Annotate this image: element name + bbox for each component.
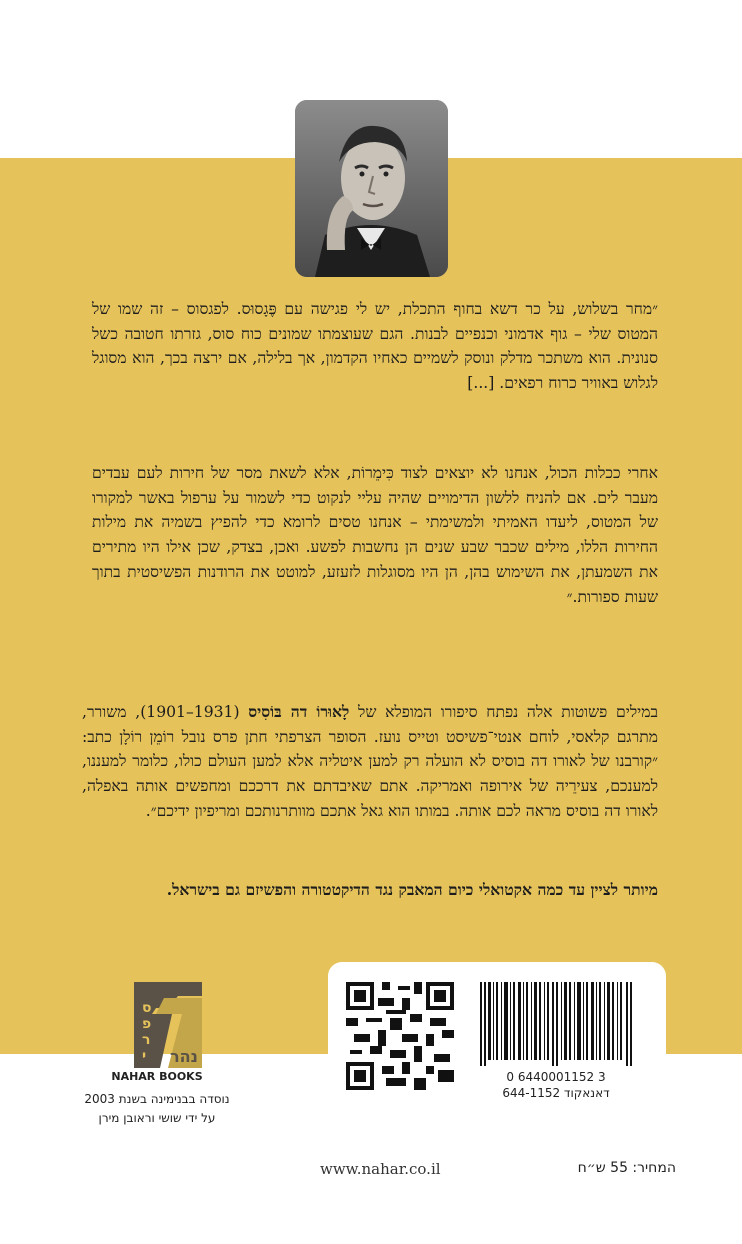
barcode-card [328, 962, 666, 1130]
svg-text:פ: פ [142, 1016, 152, 1032]
author-name: לָאוּרוֹ דה בּוֹסִיס [248, 702, 350, 721]
quote-paragraph-2: אחרי ככלות הכול, אנחנו לא יוצאים לצוד כִּימֵרוֹת, אלא לשאת מסר של חירות לעם עבדים מעבר לים. אם להניח ללשון הדימויים שהיה עליי לנקוט כדי לשמור על ערפול באשר למקורו של המטוס, ליעדו האמיתי ולמשימתי – אנחנו טסים לרומא כדי להפיץ בשמיה את מילות החירות הללו, מילים שכבר שבע שנים הן נחשבות לפשע. ואכן, בצדק, שכן אילו היו מתירים את השמעתן, את השימוש בהן, הן היו מסוגלות לזעזע, למוטט את הרודנות הפשיסטית בתוך שעות ספורות.״ [92, 464, 658, 606]
danacode-label: דאנאקוד 644-1152 [502, 1086, 610, 1100]
publisher-founded-info [60, 1090, 254, 1128]
intro-paragraph [82, 700, 658, 824]
intro-after: (1931–1901), משורר, מתרגם קלאסי, לוחם אנטי־פשיסט וטייס נועז. הסופר הצרפתי חתן פרס נובל רוֹמֵן רוֹלָן כתב: ״קורבנו של לאורו דה בוסיס לא הועלה רק למען איטליה אלא למען העולם כולו, כלומר למעננו, למענכם, צעירֵיה של אירופה ואמריקה. אתם שאיבדתם את דרככם ומחפשים אותה באפלה, לאורו דה בוסיס מראה לכם אותה. במותו הוא גאל אתכם מוותרנותכם ומריפיון ידיכם״. [82, 703, 658, 820]
quote-paragraph-1: ״מחר בשלוש, על כר דשא בחוף התכלת, יש לי פגישה עם פֶּגָסוּס. לפגסוס – זה שמו של המטוס שלי – גוף אדמוני וכנפיים לבנות. הגם שעוצמתו שמונים כוח סוס, גזרתו חטובה כשל סנונית. הוא משתכר מדלק ונוסק לשמיים כאחיו הקדמון, אך בלילה, אם ירצה בכך, הוא מסוגל לגלוש באוויר כרוח רפאים. [...] [92, 300, 658, 393]
nahar-books-logo [112, 982, 202, 1068]
svg-text:נהר: נהר [170, 1047, 198, 1066]
intro-before: במילים פשוטות אלה נפתח סיפורו המופלא של [349, 703, 659, 721]
svg-text:ר: ר [142, 1032, 151, 1048]
price-label: המחיר: 55 ש״ח [577, 1160, 676, 1176]
publisher-url[interactable]: www.nahar.co.il [320, 1160, 441, 1178]
closing-paragraph: מיותר לציין עד כמה אקטואלי כיום המאבק נגד הדיקטטורה והפשיזם גם בישראל. [166, 880, 658, 899]
qr-code [346, 982, 454, 1090]
svg-text:י: י [142, 1048, 147, 1064]
barcode-number: 0 6440001152 3 [506, 1070, 606, 1084]
ean-barcode [476, 982, 636, 1066]
founded-line-1: נוסדה בבנימינה בשנת 2003 [84, 1092, 230, 1106]
author-portrait [295, 100, 448, 277]
publisher-name-english: NAHAR BOOKS [111, 1070, 203, 1083]
founded-line-2: על ידי שושי וראובן מירן [98, 1111, 216, 1125]
svg-text:ס: ס [142, 1000, 152, 1016]
